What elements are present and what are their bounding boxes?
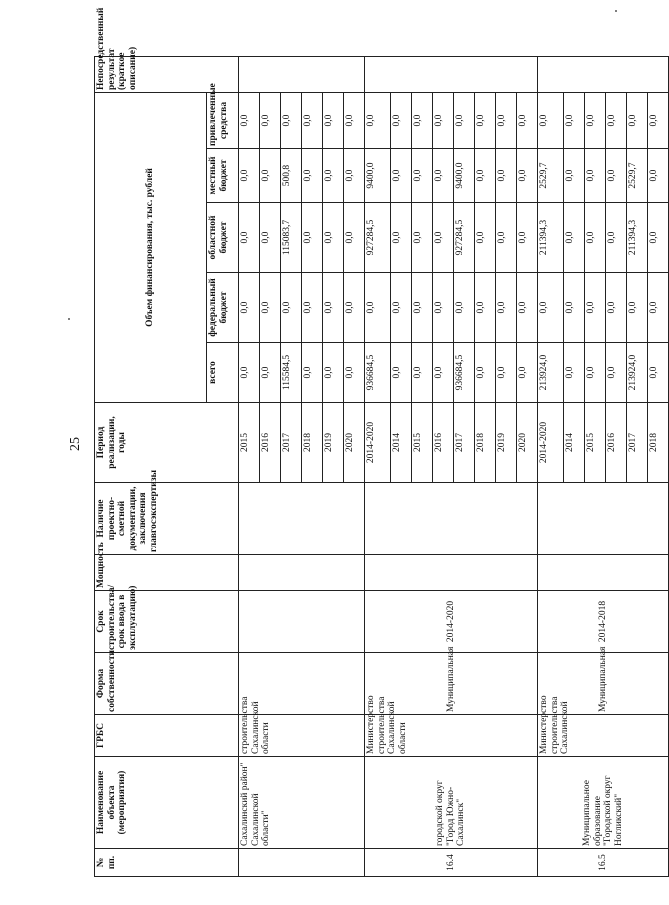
rotated-page-content bbox=[94, 7, 659, 877]
header-total: всего bbox=[207, 343, 239, 403]
header-funding: Объем финансирования, тыс. рублей bbox=[95, 93, 207, 403]
attracted-cell: 0,0 bbox=[281, 93, 302, 149]
table-row bbox=[538, 57, 564, 877]
row-num-cell: 16.4 bbox=[365, 849, 538, 877]
term-cell: 2014-2018 bbox=[538, 591, 669, 653]
page-number: 25 bbox=[68, 437, 83, 451]
regional-cell: 0,0 bbox=[564, 203, 585, 273]
local-cell: 0,0 bbox=[606, 149, 627, 203]
header-result: Непосредственный результат (краткое описание) bbox=[95, 57, 239, 93]
total-cell: 936684,5 bbox=[454, 343, 475, 403]
local-cell: 0,0 bbox=[517, 149, 538, 203]
result-cell bbox=[538, 57, 669, 93]
regional-cell: 0,0 bbox=[517, 203, 538, 273]
attracted-cell: 0,0 bbox=[585, 93, 606, 149]
regional-cell: 0,0 bbox=[302, 203, 323, 273]
local-cell: 0,0 bbox=[585, 149, 606, 203]
period-cell: 2014 bbox=[564, 403, 585, 483]
result-cell bbox=[365, 57, 538, 93]
table-row bbox=[239, 57, 260, 877]
header-num: № пп. bbox=[95, 849, 239, 877]
regional-cell: 0,0 bbox=[323, 203, 344, 273]
total-cell: 0,0 bbox=[496, 343, 517, 403]
attracted-cell: 0,0 bbox=[323, 93, 344, 149]
federal-cell: 0,0 bbox=[239, 273, 260, 343]
federal-cell: 0,0 bbox=[454, 273, 475, 343]
local-cell: 0,0 bbox=[260, 149, 281, 203]
row-num-cell bbox=[239, 849, 365, 877]
term-cell: 2014-2020 bbox=[365, 591, 538, 653]
object-name-cell: городской округ "Город Южно-Сахалинск" bbox=[365, 757, 538, 849]
attracted-cell: 0,0 bbox=[564, 93, 585, 149]
federal-cell: 0,0 bbox=[302, 273, 323, 343]
federal-cell: 0,0 bbox=[606, 273, 627, 343]
local-cell: 0,0 bbox=[323, 149, 344, 203]
period-cell: 2017 bbox=[627, 403, 648, 483]
federal-cell: 0,0 bbox=[323, 273, 344, 343]
regional-cell: 927284,5 bbox=[365, 203, 391, 273]
federal-cell: 0,0 bbox=[365, 273, 391, 343]
regional-cell: 0,0 bbox=[475, 203, 496, 273]
regional-cell: 0,0 bbox=[496, 203, 517, 273]
total-cell: 213924,0 bbox=[627, 343, 648, 403]
period-cell: 2018 bbox=[475, 403, 496, 483]
object-name-cell: Муниципальное образование "Городской округ Ногликский" bbox=[538, 757, 669, 849]
period-cell: 2020 bbox=[517, 403, 538, 483]
regional-cell: 0,0 bbox=[260, 203, 281, 273]
total-cell: 0,0 bbox=[412, 343, 433, 403]
header-period: Период реализации, годы bbox=[95, 403, 239, 483]
regional-cell: 927284,5 bbox=[454, 203, 475, 273]
header-federal: федеральный бюджет bbox=[207, 273, 239, 343]
header-term: Срок строительства/срок ввода в эксплуатацию) bbox=[95, 591, 239, 653]
local-cell: 9400,0 bbox=[365, 149, 391, 203]
total-cell: 0,0 bbox=[564, 343, 585, 403]
federal-cell: 0,0 bbox=[538, 273, 564, 343]
local-cell: 500,8 bbox=[281, 149, 302, 203]
total-cell: 0,0 bbox=[433, 343, 454, 403]
regional-cell: 0,0 bbox=[391, 203, 412, 273]
scan-mark bbox=[615, 10, 617, 12]
regional-cell: 211394,3 bbox=[538, 203, 564, 273]
table-row bbox=[365, 57, 391, 877]
regional-cell: 0,0 bbox=[433, 203, 454, 273]
local-cell: 0,0 bbox=[412, 149, 433, 203]
attracted-cell: 0,0 bbox=[260, 93, 281, 149]
local-cell: 0,0 bbox=[433, 149, 454, 203]
local-cell: 2529,7 bbox=[538, 149, 564, 203]
attracted-cell: 0,0 bbox=[475, 93, 496, 149]
ownership-cell: Муниципальная bbox=[538, 653, 669, 715]
attracted-cell: 0,0 bbox=[433, 93, 454, 149]
capacity-cell bbox=[365, 555, 538, 591]
federal-cell: 0,0 bbox=[648, 273, 669, 343]
regional-cell: 0,0 bbox=[648, 203, 669, 273]
federal-cell: 0,0 bbox=[585, 273, 606, 343]
regional-cell: 211394,3 bbox=[627, 203, 648, 273]
header-name: Наименование объекта (мероприятия) bbox=[95, 757, 239, 849]
federal-cell: 0,0 bbox=[391, 273, 412, 343]
period-cell: 2014-2020 bbox=[365, 403, 391, 483]
grbs-cell: Министерство строительства Сахалинской области bbox=[365, 715, 538, 757]
funding-table bbox=[94, 7, 669, 877]
period-cell: 2016 bbox=[606, 403, 627, 483]
design-docs-cell bbox=[239, 483, 365, 555]
scan-mark bbox=[68, 318, 70, 320]
attracted-cell: 0,0 bbox=[391, 93, 412, 149]
federal-cell: 0,0 bbox=[433, 273, 454, 343]
header-ownership: Форма собственности bbox=[95, 653, 239, 715]
total-cell: 213924,0 bbox=[538, 343, 564, 403]
header-grbs: ГРБС bbox=[95, 715, 239, 757]
regional-cell: 0,0 bbox=[585, 203, 606, 273]
total-cell: 0,0 bbox=[606, 343, 627, 403]
attracted-cell: 0,0 bbox=[496, 93, 517, 149]
federal-cell: 0,0 bbox=[564, 273, 585, 343]
total-cell: 0,0 bbox=[344, 343, 365, 403]
total-cell: 0,0 bbox=[648, 343, 669, 403]
period-cell: 2014-2020 bbox=[538, 403, 564, 483]
total-cell: 0,0 bbox=[391, 343, 412, 403]
total-cell: 0,0 bbox=[260, 343, 281, 403]
attracted-cell: 0,0 bbox=[627, 93, 648, 149]
period-cell: 2019 bbox=[323, 403, 344, 483]
local-cell: 0,0 bbox=[302, 149, 323, 203]
local-cell: 0,0 bbox=[564, 149, 585, 203]
header-local: местный бюджет bbox=[207, 149, 239, 203]
design-docs-cell bbox=[365, 483, 538, 555]
total-cell: 0,0 bbox=[475, 343, 496, 403]
total-cell: 0,0 bbox=[239, 343, 260, 403]
federal-cell: 0,0 bbox=[344, 273, 365, 343]
period-cell: 2014 bbox=[391, 403, 412, 483]
period-cell: 2020 bbox=[344, 403, 365, 483]
capacity-cell bbox=[239, 555, 365, 591]
total-cell: 0,0 bbox=[585, 343, 606, 403]
federal-cell: 0,0 bbox=[496, 273, 517, 343]
row-num-cell: 16.5 bbox=[538, 849, 669, 877]
total-cell: 0,0 bbox=[517, 343, 538, 403]
period-cell: 2018 bbox=[302, 403, 323, 483]
period-cell: 2017 bbox=[454, 403, 475, 483]
header-design-docs: Наличие проектно-сметной документации, заключения главгосэкспертизы bbox=[95, 483, 239, 555]
attracted-cell: 0,0 bbox=[302, 93, 323, 149]
local-cell: 0,0 bbox=[344, 149, 365, 203]
design-docs-cell bbox=[538, 483, 669, 555]
regional-cell: 0,0 bbox=[344, 203, 365, 273]
term-cell bbox=[239, 591, 365, 653]
federal-cell: 0,0 bbox=[627, 273, 648, 343]
federal-cell: 0,0 bbox=[281, 273, 302, 343]
attracted-cell: 0,0 bbox=[606, 93, 627, 149]
period-cell: 2015 bbox=[239, 403, 260, 483]
period-cell: 2015 bbox=[412, 403, 433, 483]
period-cell: 2016 bbox=[433, 403, 454, 483]
regional-cell: 115083,7 bbox=[281, 203, 302, 273]
local-cell: 0,0 bbox=[239, 149, 260, 203]
attracted-cell: 0,0 bbox=[412, 93, 433, 149]
period-cell: 2016 bbox=[260, 403, 281, 483]
total-cell: 0,0 bbox=[323, 343, 344, 403]
attracted-cell: 0,0 bbox=[239, 93, 260, 149]
attracted-cell: 0,0 bbox=[648, 93, 669, 149]
federal-cell: 0,0 bbox=[260, 273, 281, 343]
federal-cell: 0,0 bbox=[475, 273, 496, 343]
total-cell: 115584,5 bbox=[281, 343, 302, 403]
grbs-cell: Министерство строительства Сахалинской bbox=[538, 715, 669, 757]
header-attracted: привлеченные средства bbox=[207, 93, 239, 149]
ownership-cell: Муниципальная bbox=[365, 653, 538, 715]
federal-cell: 0,0 bbox=[517, 273, 538, 343]
grbs-cell: строительства Сахалинской области bbox=[239, 715, 365, 757]
header-row bbox=[95, 57, 207, 877]
local-cell: 0,0 bbox=[496, 149, 517, 203]
attracted-cell: 0,0 bbox=[517, 93, 538, 149]
period-cell: 2017 bbox=[281, 403, 302, 483]
header-capacity: Мощность bbox=[95, 555, 239, 591]
total-cell: 936684,5 bbox=[365, 343, 391, 403]
regional-cell: 0,0 bbox=[239, 203, 260, 273]
capacity-cell bbox=[538, 555, 669, 591]
regional-cell: 0,0 bbox=[606, 203, 627, 273]
result-cell bbox=[239, 57, 365, 93]
period-cell: 2018 bbox=[648, 403, 669, 483]
attracted-cell: 0,0 bbox=[344, 93, 365, 149]
period-cell: 2019 bbox=[496, 403, 517, 483]
local-cell: 9400,0 bbox=[454, 149, 475, 203]
regional-cell: 0,0 bbox=[412, 203, 433, 273]
period-cell: 2015 bbox=[585, 403, 606, 483]
local-cell: 2529,7 bbox=[627, 149, 648, 203]
attracted-cell: 0,0 bbox=[365, 93, 391, 149]
local-cell: 0,0 bbox=[391, 149, 412, 203]
header-regional: областной бюджет bbox=[207, 203, 239, 273]
federal-cell: 0,0 bbox=[412, 273, 433, 343]
attracted-cell: 0,0 bbox=[538, 93, 564, 149]
local-cell: 0,0 bbox=[475, 149, 496, 203]
local-cell: 0,0 bbox=[648, 149, 669, 203]
total-cell: 0,0 bbox=[302, 343, 323, 403]
object-name-cell: Сахалинский район" Сахалинской области" bbox=[239, 757, 365, 849]
attracted-cell: 0,0 bbox=[454, 93, 475, 149]
